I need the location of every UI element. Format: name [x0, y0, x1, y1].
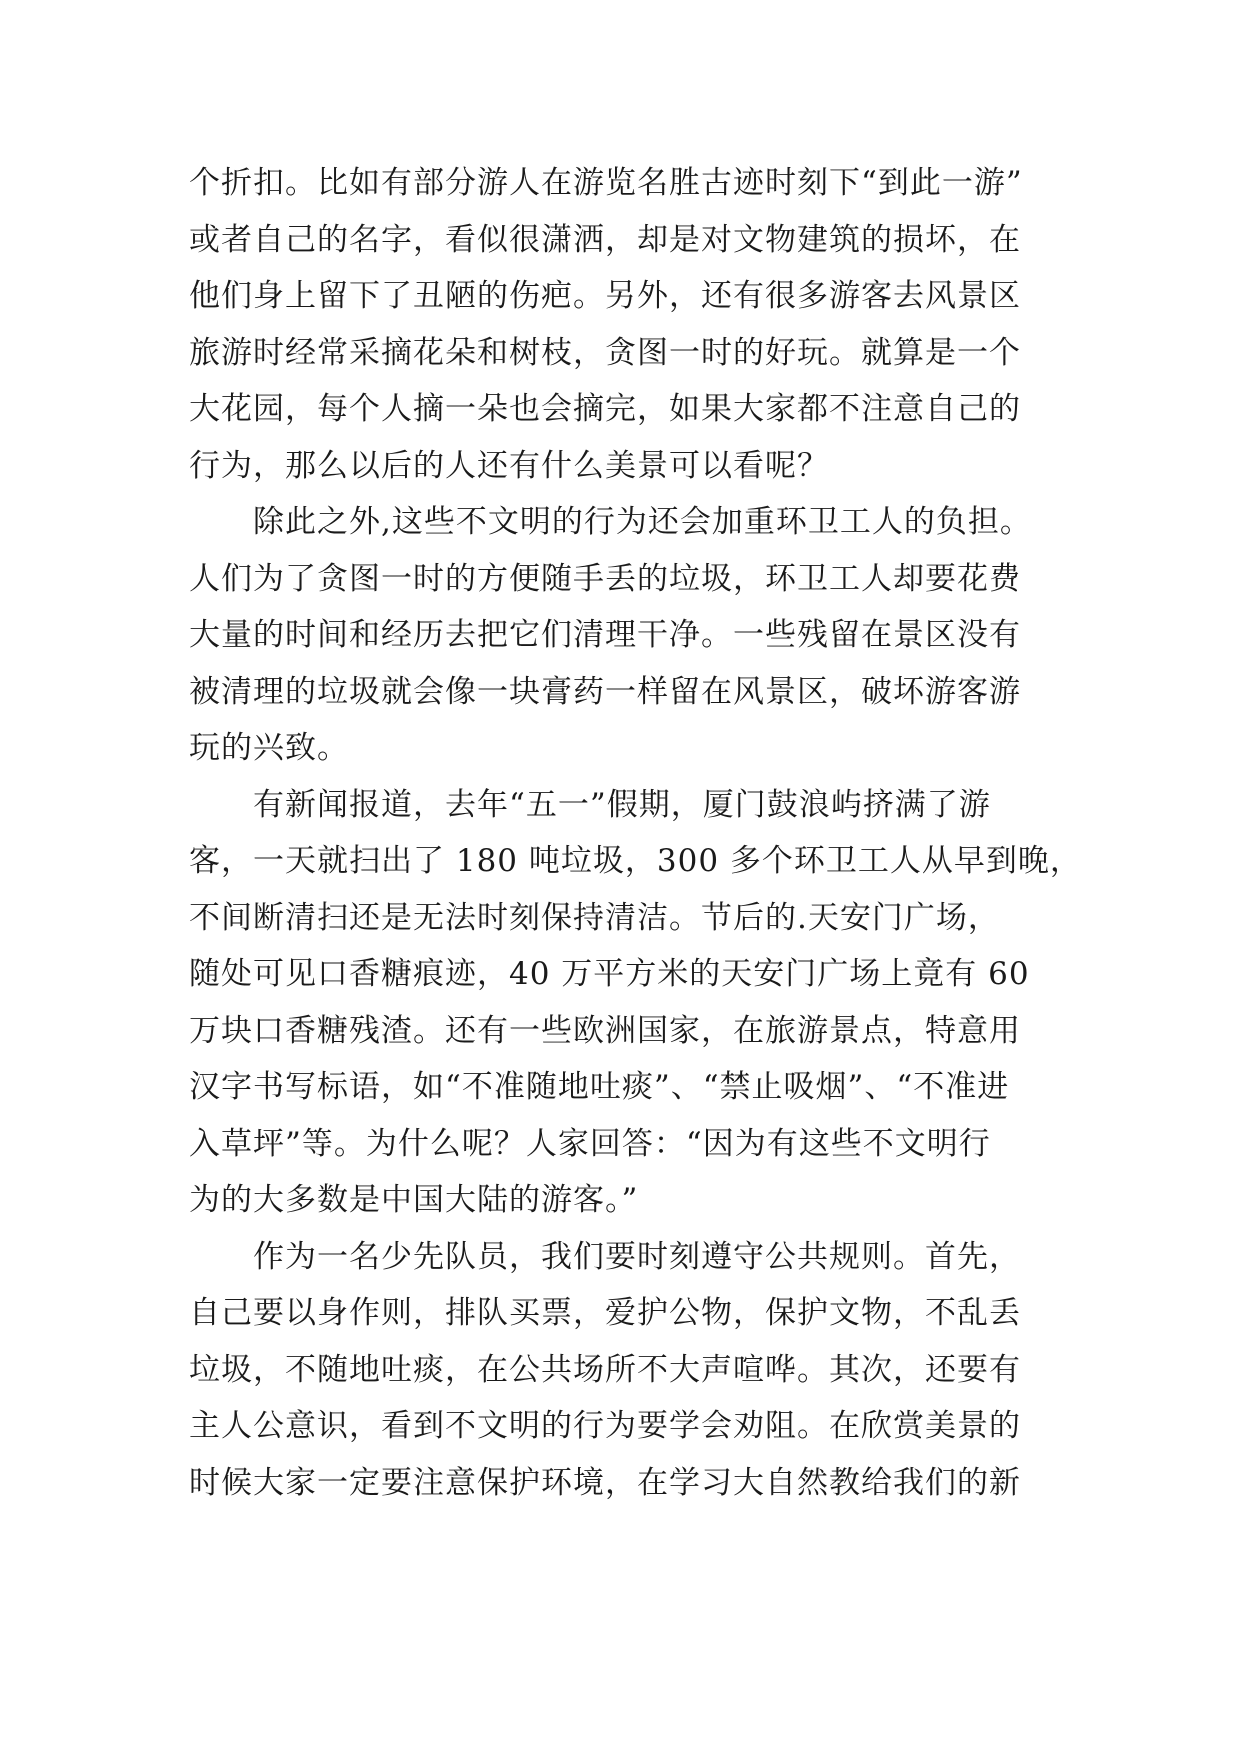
text-line: 有新闻报道，去年“五一”假期，厦门鼓浪屿挤满了游	[189, 786, 991, 823]
text-line: 或者自己的名字，看似很潇洒，却是对文物建筑的损坏，在	[189, 221, 1021, 258]
text-line: 被清理的垃圾就会像一块膏药一样留在风景区，破坏游客游	[189, 673, 1021, 710]
text-line: 他们身上留下了丑陋的伤疤。另外，还有很多游客去风景区	[189, 278, 1021, 314]
text-line: 旅游时经常采摘花朵和树枝，贪图一时的好玩。就算是一个	[189, 334, 1021, 371]
text-line: 作为一名少先队员，我们要时刻遵守公共规则。首先，	[189, 1238, 1021, 1275]
text-line: 入草坪”等。为什么呢？人家回答：“因为有这些不文明行	[189, 1125, 991, 1162]
text-line: 大量的时间和经历去把它们清理干净。一些残留在景区没有	[189, 617, 1021, 653]
text-line: 玩的兴致。	[189, 730, 349, 766]
text-line: 主人公意识，看到不文明的行为要学会劝阻。在欣赏美景的	[189, 1408, 1021, 1444]
text-line: 自己要以身作则，排队买票，爱护公物，保护文物，不乱丢	[189, 1295, 1021, 1331]
text-line: 大花园，每个人摘一朵也会摘完，如果大家都不注意自己的	[189, 391, 1021, 427]
text-line: 行为，那么以后的人还有什么美景可以看呢？	[189, 447, 829, 484]
text-line: 个折扣。比如有部分游人在游览名胜古迹时刻下“到此一游”	[189, 165, 1023, 201]
text-line: 除此之外,这些不文明的行为还会加重环卫工人的负担。	[189, 504, 1032, 540]
text-line: 不间断清扫还是无法时刻保持清洁。节后的.天安门广场，	[189, 899, 1000, 936]
text-line: 万块口香糖残渣。还有一些欧洲国家，在旅游景点，特意用	[189, 1012, 1021, 1049]
text-line: 时候大家一定要注意保护环境，在学习大自然教给我们的新	[189, 1464, 1021, 1501]
text-line: 为的大多数是中国大陆的游客。”	[189, 1182, 639, 1218]
text-line: 人们为了贪图一时的方便随手丢的垃圾，环卫工人却要花费	[189, 560, 1021, 597]
text-line: 汉字书写标语，如“不准随地吐痰”、“禁止吸烟”、“不准进	[189, 1069, 1010, 1105]
text-line: 垃圾，不随地吐痰，在公共场所不大声喧哗。其次，还要有	[189, 1351, 1021, 1388]
text-line: 客，一天就扫出了 180 吨垃圾，300 多个环卫工人从早到晚，	[189, 843, 1082, 879]
body-text	[189, 155, 1082, 1511]
text-line: 随处可见口香糖痕迹，40 万平方米的天安门广场上竟有 60	[189, 956, 1030, 992]
